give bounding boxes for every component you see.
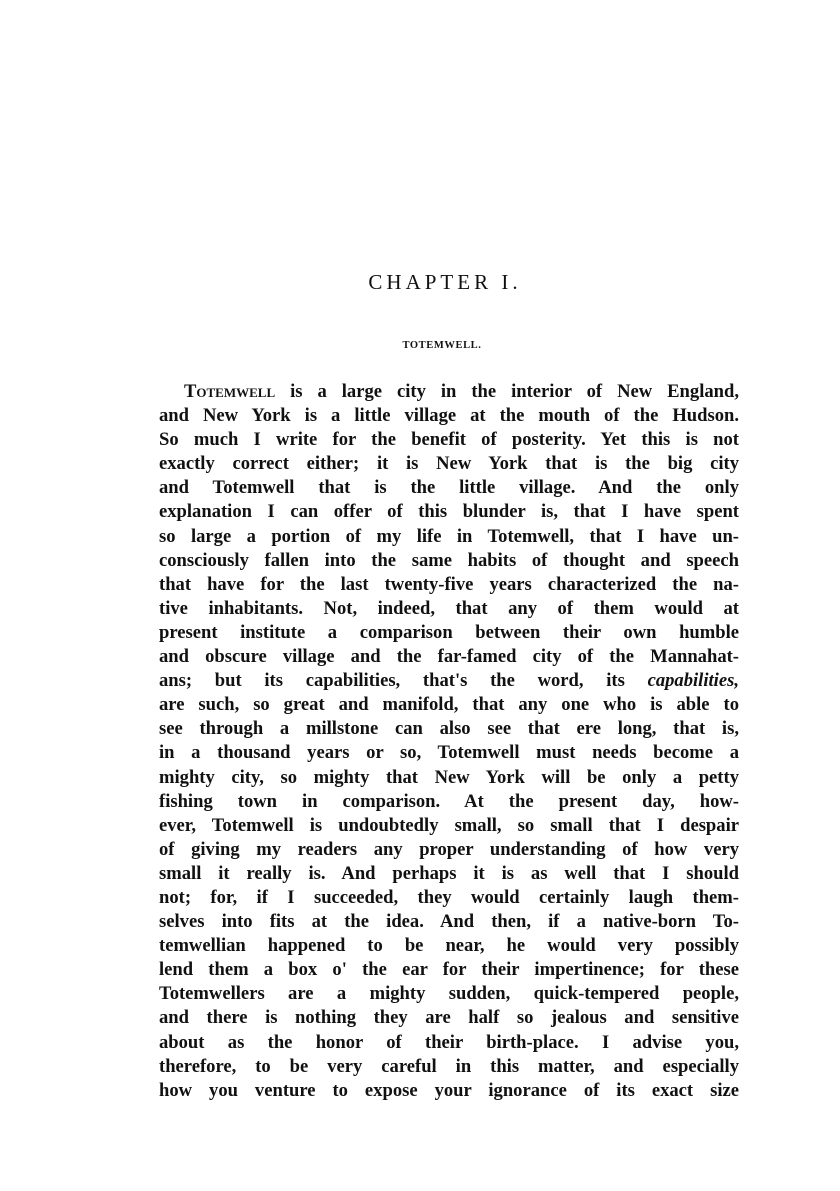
text-line: that have for the last twenty-five years characterized the na- [159, 573, 739, 595]
text-line: see through a millstone can also see that ere long, that is, [159, 718, 739, 740]
text-line: ever, Totemwell is undoubtedly small, so small that I despair [159, 814, 739, 836]
italic-word: capabilities, [647, 670, 739, 692]
text-line: tive inhabitants. Not, indeed, that any of them would at [159, 597, 739, 619]
text-line: fishing town in comparison. At the present day, how- [159, 790, 739, 812]
text-line: exactly correct either; it is New York that is the big city [159, 453, 739, 475]
text-line: so large a portion of my life in Totemwell, that I have un- [159, 525, 739, 547]
text-line: mighty city, so mighty that New York will be only a petty [159, 766, 739, 788]
text-line: and Totemwell that is the little village. And the only [159, 477, 739, 499]
text-line: Totemwell is a large city in the interior of New England, [184, 381, 739, 402]
text-line: of giving my readers any proper understanding of how very [159, 838, 739, 860]
text-line: in a thousand years or so, Totemwell must needs become a [159, 742, 739, 764]
text-line: not; for, if I succeeded, they would certainly laugh them- [159, 886, 739, 908]
text-line: temwellian happened to be near, he would very possibly [159, 935, 739, 957]
text-line: present institute a comparison between their own humble [159, 621, 739, 643]
text-line: consciously fallen into the same habits of thought and speech [159, 549, 739, 571]
text-line: and obscure village and the far-famed city of the Mannahat- [159, 646, 739, 668]
chapter-subtitle: TOTEMWELL. [402, 340, 482, 351]
text-line: selves into fits at the idea. And then, if a native-born To- [159, 911, 739, 933]
text-line: ans; but its capabilities, that's the word, its capabilities, [159, 670, 739, 692]
text-line: about as the honor of their birth-place. I advise you, [159, 1031, 739, 1053]
body-paragraph [159, 380, 739, 1103]
text-line: explanation I can offer of this blunder is, that I have spent [159, 501, 739, 523]
opening-word: Totemwell [184, 381, 276, 402]
text-line: small it really is. And perhaps it is as well that I should [159, 862, 739, 884]
text-line: how you venture to expose your ignorance of its exact size [159, 1079, 739, 1101]
chapter-heading: CHAPTER I. [368, 270, 522, 294]
text-line: and there is nothing they are half so jealous and sensitive [159, 1007, 739, 1029]
text-line: Totemwellers are a mighty sudden, quick-tempered people, [159, 983, 739, 1005]
text-line: So much I write for the benefit of posterity. Yet this is not [159, 429, 739, 451]
text-line: and New York is a little village at the mouth of the Hudson. [159, 405, 739, 427]
text-line: are such, so great and manifold, that any one who is able to [159, 694, 739, 716]
text-line: therefore, to be very careful in this matter, and especially [159, 1055, 739, 1077]
text-line: lend them a box o' the ear for their impertinence; for these [159, 959, 739, 981]
